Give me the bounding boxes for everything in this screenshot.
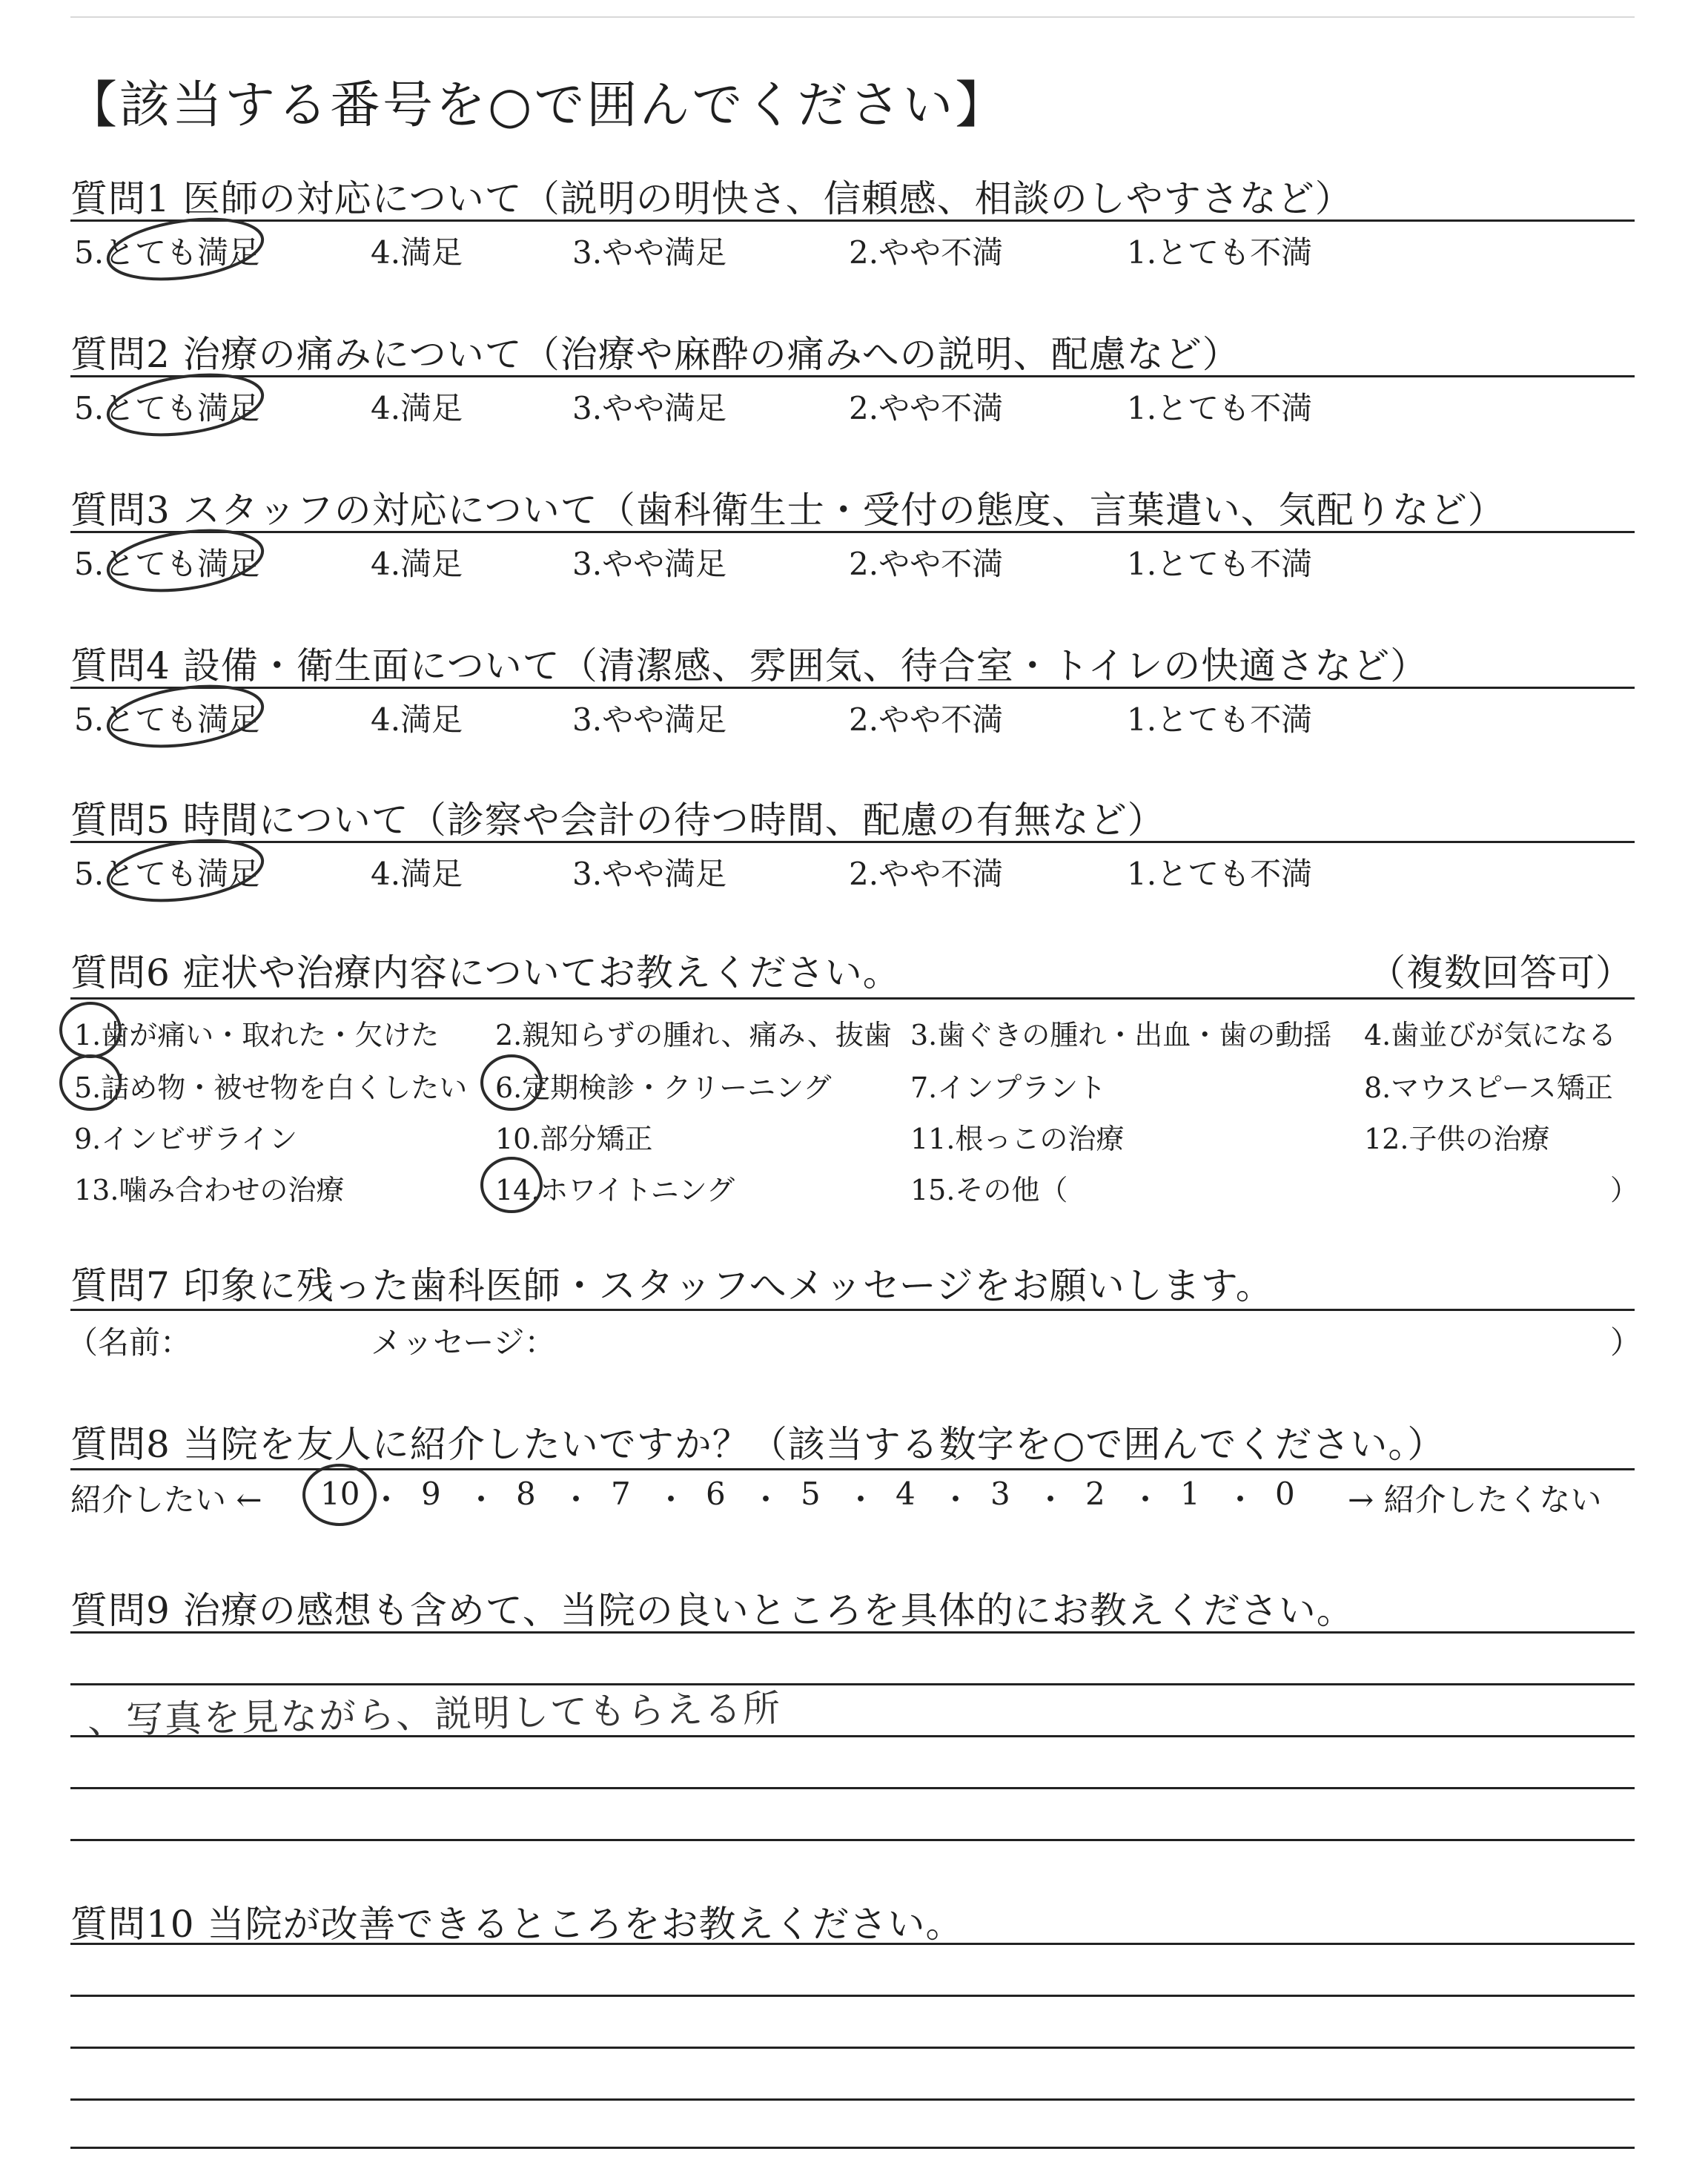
q9-rule-5 [70, 1839, 1635, 1841]
q9-rule-1 [70, 1631, 1635, 1634]
q1-label: 質問1 医師の対応について（説明の明快さ、信頼感、相談のしやすさなど） [70, 177, 1353, 220]
q10-rule-3 [70, 2047, 1635, 2049]
q1-option-1[interactable]: 1.とても不満 [1127, 234, 1313, 271]
q8-separator: ・ [560, 1482, 592, 1518]
q8-scale-2[interactable]: 2 [1085, 1476, 1105, 1512]
q6-option-15[interactable]: 15.その他（ [910, 1174, 1068, 1206]
q7-name-label: （名前： [67, 1324, 192, 1361]
q7-rule [70, 1309, 1635, 1311]
q7-message-label: メッセージ： [371, 1324, 556, 1361]
q2-option-5[interactable]: 5.とても満足 [74, 390, 260, 426]
q6-option-4[interactable]: 4.歯並びが気になる [1364, 1019, 1617, 1051]
q2-option-2[interactable]: 2.やや不満 [849, 390, 1004, 426]
q5-option-2[interactable]: 2.やや不満 [849, 856, 1004, 892]
q8-scale-5[interactable]: 5 [801, 1476, 821, 1512]
q6-option-6[interactable]: 6.定期検診・クリーニング [495, 1071, 832, 1104]
q6-option-7[interactable]: 7.インプラント [910, 1071, 1107, 1104]
q5-option-5[interactable]: 5.とても満足 [74, 856, 260, 892]
q7-label: 質問7 印象に残った歯科医師・スタッフへメッセージをお願いします。 [70, 1264, 1274, 1307]
q5-rule [70, 841, 1635, 843]
q8-rule [70, 1468, 1635, 1470]
q5-option-3[interactable]: 3.やや満足 [572, 856, 727, 892]
q2-option-4[interactable]: 4.満足 [371, 390, 463, 426]
q9-rule-4 [70, 1787, 1635, 1789]
q8-separator: ・ [371, 1482, 403, 1518]
q9-handwritten-answer: 、写真を見ながら、説明してもらえる所 [87, 1686, 782, 1743]
q1-rule [70, 219, 1635, 222]
q1-option-4[interactable]: 4.満足 [371, 234, 463, 271]
q10-rule-4 [70, 2098, 1635, 2101]
q5-label: 質問5 時間について（診察や会計の待つ時間、配慮の有無など） [70, 799, 1165, 842]
q3-option-5[interactable]: 5.とても満足 [74, 546, 260, 582]
q3-option-1[interactable]: 1.とても不満 [1127, 546, 1313, 582]
q4-option-3[interactable]: 3.やや満足 [572, 701, 727, 738]
q8-scale-6[interactable]: 6 [706, 1476, 726, 1512]
q6-option-5[interactable]: 5.詰め物・被せ物を白くしたい [74, 1071, 468, 1104]
q5-option-4[interactable]: 4.満足 [371, 856, 463, 892]
q8-separator: ・ [750, 1482, 782, 1518]
q4-label: 質問4 設備・衛生面について（清潔感、雰囲気、待合室・トイレの快適さなど） [70, 644, 1429, 687]
q6-other-close-paren: ） [1610, 1174, 1639, 1206]
q3-option-3[interactable]: 3.やや満足 [572, 546, 727, 582]
q6-option-14[interactable]: 14.ホワイトニング [495, 1174, 735, 1206]
q6-label: 質問6 症状や治療内容についてお教えください。 [70, 951, 901, 994]
q8-scale-10[interactable]: 10 [320, 1476, 360, 1512]
q6-option-1[interactable]: 1.歯が痛い・取れた・欠けた [74, 1019, 440, 1051]
q10-label: 質問10 当院が改善できるところをお教えください。 [70, 1903, 964, 1946]
q8-separator: ・ [940, 1482, 972, 1518]
q6-option-11[interactable]: 11.根っこの治療 [910, 1123, 1125, 1155]
q9-label: 質問9 治療の感想も含めて、当院の良いところを具体的にお教えください。 [70, 1589, 1354, 1632]
q8-scale-8[interactable]: 8 [516, 1476, 536, 1512]
q8-label: 質問8 当院を友人に紹介したいですか？（該当する数字を○で囲んでください。） [70, 1423, 1446, 1466]
q5-option-1[interactable]: 1.とても不満 [1127, 856, 1313, 892]
q6-option-13[interactable]: 13.噛み合わせの治療 [74, 1174, 345, 1206]
q8-separator: ・ [655, 1482, 687, 1518]
q8-separator: ・ [1035, 1482, 1067, 1518]
q8-right-label: → 紹介したくない [1348, 1482, 1602, 1518]
q8-separator: ・ [845, 1482, 877, 1518]
q6-rule [70, 997, 1635, 1000]
q3-option-2[interactable]: 2.やや不満 [849, 546, 1004, 582]
q10-rule-1 [70, 1943, 1635, 1945]
q6-note: （複数回答可） [1368, 951, 1633, 994]
q2-option-1[interactable]: 1.とても不満 [1127, 390, 1313, 426]
q8-left-label: 紹介したい ← [70, 1482, 262, 1518]
q4-option-4[interactable]: 4.満足 [371, 701, 463, 738]
q1-option-3[interactable]: 3.やや満足 [572, 234, 727, 271]
q4-option-2[interactable]: 2.やや不満 [849, 701, 1004, 738]
q6-option-2[interactable]: 2.親知らずの腫れ、痛み、抜歯 [495, 1019, 892, 1051]
q2-rule [70, 375, 1635, 377]
q8-separator: ・ [1225, 1482, 1257, 1518]
page-title: 【該当する番号を○で囲んでください】 [67, 76, 1008, 135]
q8-scale-9[interactable]: 9 [421, 1476, 441, 1512]
q8-separator: ・ [466, 1482, 497, 1518]
q7-close-paren: ） [1610, 1324, 1642, 1361]
q8-scale-0[interactable]: 0 [1275, 1476, 1295, 1512]
q4-rule [70, 687, 1635, 689]
q1-option-5[interactable]: 5.とても満足 [74, 234, 260, 271]
q10-rule-2 [70, 1995, 1635, 1997]
q3-rule [70, 531, 1635, 533]
q6-option-9[interactable]: 9.インビザライン [74, 1123, 298, 1155]
q8-scale-1[interactable]: 1 [1180, 1476, 1200, 1512]
q4-option-1[interactable]: 1.とても不満 [1127, 701, 1313, 738]
q4-option-5[interactable]: 5.とても満足 [74, 701, 260, 738]
q8-separator: ・ [1130, 1482, 1162, 1518]
q10-rule-5 [70, 2147, 1635, 2149]
q8-scale-7[interactable]: 7 [611, 1476, 631, 1512]
q9-rule-2 [70, 1683, 1635, 1685]
q3-option-4[interactable]: 4.満足 [371, 546, 463, 582]
q8-scale-4[interactable]: 4 [896, 1476, 916, 1512]
q6-option-12[interactable]: 12.子供の治療 [1364, 1123, 1550, 1155]
q2-option-3[interactable]: 3.やや満足 [572, 390, 727, 426]
q6-option-8[interactable]: 8.マウスピース矯正 [1364, 1071, 1613, 1104]
top-divider [70, 16, 1635, 18]
q3-label: 質問3 スタッフの対応について（歯科衛生士・受付の態度、言葉遣い、気配りなど） [70, 489, 1506, 532]
q1-option-2[interactable]: 2.やや不満 [849, 234, 1004, 271]
q6-option-3[interactable]: 3.歯ぐきの腫れ・出血・歯の動揺 [910, 1019, 1332, 1051]
q2-label: 質問2 治療の痛みについて（治療や麻酔の痛みへの説明、配慮など） [70, 333, 1240, 376]
q8-scale-3[interactable]: 3 [990, 1476, 1010, 1512]
q6-option-10[interactable]: 10.部分矯正 [495, 1123, 653, 1155]
